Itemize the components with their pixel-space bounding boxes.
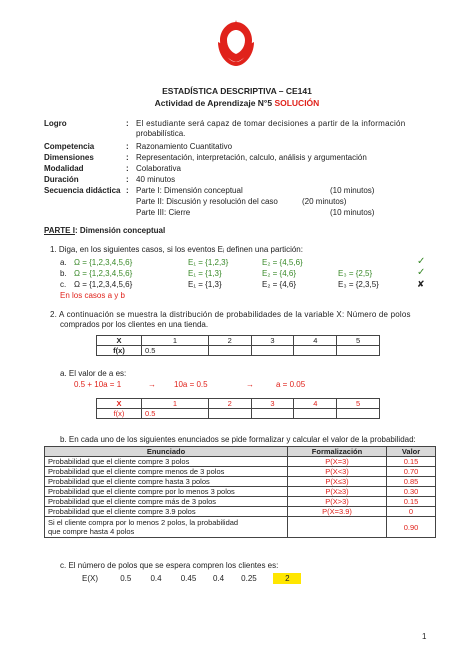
table-cell: 5 [337, 399, 380, 409]
colon: : [126, 142, 129, 151]
table-cell: Probabilidad que el cliente compre 3.9 polos [45, 507, 288, 517]
secuencia-label: Secuencia didáctica [44, 186, 121, 195]
part-1-heading [44, 226, 165, 236]
duracion-label: Duración [44, 175, 79, 184]
distribution-table-1 [96, 335, 380, 356]
table-cell: Probabilidad que el cliente compre más de 3 polos [45, 497, 288, 507]
expectation-row [74, 573, 301, 584]
table-cell: 2 [208, 336, 251, 346]
part-3-name: Parte III: Cierre [136, 208, 191, 217]
table-cell: Probabilidad que el cliente compre hasta 3 polos [45, 477, 288, 487]
table-cell: P(X<3) [288, 467, 387, 477]
document-title: ESTADÍSTICA DESCRIPTIVA – CE141 [162, 86, 312, 96]
row-a-label: a. [60, 258, 67, 267]
table-cell [208, 409, 251, 419]
expectation-option: 0.5 [120, 574, 132, 583]
table-cell [251, 346, 294, 356]
table-cell: 0.70 [387, 467, 436, 477]
table-cell: Probabilidad que el cliente compre menos de 3 polos [45, 467, 288, 477]
table-cell: 0.85 [387, 477, 436, 487]
table-cell [294, 409, 337, 419]
conditional-statement-cont: que compre hasta 4 polos [48, 527, 135, 536]
question-1: 1. Diga, en los siguientes casos, si los eventos Eᵢ definen una partición: [50, 245, 303, 254]
row-a-omega: Ω = {1,2,3,4,5,6} [74, 258, 133, 267]
table-x-header: X [97, 336, 142, 346]
question-2: 2. A continuación se muestra la distribución de probabilidades de la variable X: Número de polos [50, 310, 411, 319]
table-cell [337, 409, 380, 419]
row-a-check-icon: ✓ [417, 256, 426, 267]
row-b-e1: E₁ = {1,3} [188, 269, 222, 278]
row-b-e3: E₃ = {2,5} [338, 269, 373, 278]
expectation-answer: 2 [273, 573, 301, 584]
table-cell: 0.15 [387, 457, 436, 467]
row-a-e2: E₂ = {4,5,6} [262, 258, 303, 267]
table-cell [288, 517, 387, 538]
arrow-icon: → [148, 380, 156, 389]
competencia-value: Razonamiento Cuantitativo [136, 142, 233, 151]
activity-name: Actividad de Aprendizaje N°5 [154, 98, 273, 108]
question-2c: c. El número de polos que se espera compren los clientes es: [60, 561, 279, 570]
table-cell: 1 [142, 399, 209, 409]
table-cell: 0 [387, 507, 436, 517]
table-cell: 3 [251, 336, 294, 346]
part-1-time: (10 minutos) [330, 186, 375, 195]
logro-text: El estudiante será capaz de tomar decisiones a partir de la información [136, 119, 406, 128]
expectation-label: E(X) [82, 574, 98, 583]
table-cell: P(X≥3) [288, 487, 387, 497]
table-cell: Probabilidad que el cliente compre por lo menos 3 polos [45, 487, 288, 497]
table-header: Enunciado [45, 447, 288, 457]
table-cell: 0.90 [387, 517, 436, 538]
table-cell: P(X≤3) [288, 477, 387, 487]
expectation-option: 0.4 [150, 574, 162, 583]
row-b-check-icon: ✓ [417, 267, 426, 278]
table-header: Valor [387, 447, 436, 457]
table-cell: 4 [294, 399, 337, 409]
table-cell: 0.5 [142, 346, 209, 356]
distribution-table-2 [96, 398, 380, 419]
colon: : [126, 175, 129, 184]
conditional-statement: Si el cliente compra por lo menos 2 polos, la probabilidad [48, 518, 239, 527]
part-1-heading-label: PARTE I [44, 226, 75, 235]
part-1-heading-title: : Dimensión conceptual [74, 226, 166, 235]
row-c-cross-icon: ✘ [417, 279, 425, 289]
competencia-label: Competencia [44, 142, 95, 151]
duracion-value: 40 minutos [136, 175, 176, 184]
table-cell: Probabilidad que el cliente compre 3 polos [45, 457, 288, 467]
table-cell: P(X=3) [288, 457, 387, 467]
colon: : [126, 164, 129, 173]
table-cell: 4 [294, 336, 337, 346]
probability-table [44, 446, 436, 538]
question-2b: b. En cada uno de los siguientes enunciados se pide formalizar y calcular el valor de la probabilidad: [60, 435, 416, 444]
equation-2: 10a = 0.5 [174, 380, 208, 389]
table-cell [337, 346, 380, 356]
row-c-label: c. [60, 280, 67, 289]
row-c-e3: E₃ = {2,3,5} [338, 280, 379, 289]
equation-3: a = 0.05 [276, 380, 306, 389]
table-cell: 0.15 [387, 497, 436, 507]
logro-text-cont: probabilística. [136, 129, 186, 138]
row-b-label: b. [60, 269, 67, 278]
table-cell: 5 [337, 336, 380, 346]
row-a-e1: E₁ = {1,2,3} [188, 258, 229, 267]
table-fx-header: f(x) [97, 409, 142, 419]
row-c-omega: Ω = {1,2,3,4,5,6} [74, 280, 133, 289]
table-cell: P(X>3) [288, 497, 387, 507]
table-cell [294, 346, 337, 356]
question-2-cont: comprados por los clientes en una tienda. [60, 320, 209, 329]
part-1-name: Parte I: Dimensión conceptual [136, 186, 243, 195]
dimensiones-value: Representación, interpretación, calculo, análisis y argumentación [136, 153, 367, 162]
table-cell: 0.30 [387, 487, 436, 497]
expectation-option: 0.25 [241, 574, 257, 583]
part-2-name: Parte II: Discusión y resolución del caso [136, 197, 278, 206]
part-3-time: (10 minutos) [330, 208, 375, 217]
expectation-option: 0.45 [180, 574, 197, 583]
table-header: Formalización [288, 447, 387, 457]
table-cell [208, 346, 251, 356]
expectation-option: 0.4 [212, 574, 225, 583]
colon: : [126, 153, 129, 162]
solution-label: SOLUCIÓN [274, 98, 320, 108]
modalidad-label: Modalidad [44, 164, 84, 173]
document-subtitle [0, 98, 474, 108]
row-b-e2: E₂ = {4,6} [262, 269, 297, 278]
dimensiones-label: Dimensiones [44, 153, 94, 162]
question-2a: a. El valor de a es: [60, 369, 127, 378]
university-logo [214, 18, 258, 68]
table-cell: 2 [208, 399, 251, 409]
table-cell: 1 [142, 336, 209, 346]
page-number: 1 [422, 632, 427, 641]
part-2-time: (20 minutos) [302, 197, 347, 206]
row-b-omega: Ω = {1,2,3,4,5,6} [74, 269, 133, 278]
row-c-e1: E₁ = {1,3} [188, 280, 222, 289]
arrow-icon: → [246, 380, 254, 389]
modalidad-value: Colaborativa [136, 164, 181, 173]
logro-label: Logro [44, 119, 67, 128]
table-cell: P(X=3.9) [288, 507, 387, 517]
table-cell: 3 [251, 399, 294, 409]
table-x-header: X [97, 399, 142, 409]
table-cell: 0.5 [142, 409, 209, 419]
row-c-e2: E₂ = {4,6} [262, 280, 297, 289]
table-cell [251, 409, 294, 419]
table-cell [45, 517, 288, 538]
colon: : [126, 186, 129, 195]
equation-1: 0.5 + 10a = 1 [74, 380, 122, 389]
answer-note: En los casos a y b [60, 291, 125, 300]
colon: : [126, 119, 129, 128]
table-fx-header: f(x) [97, 346, 142, 356]
